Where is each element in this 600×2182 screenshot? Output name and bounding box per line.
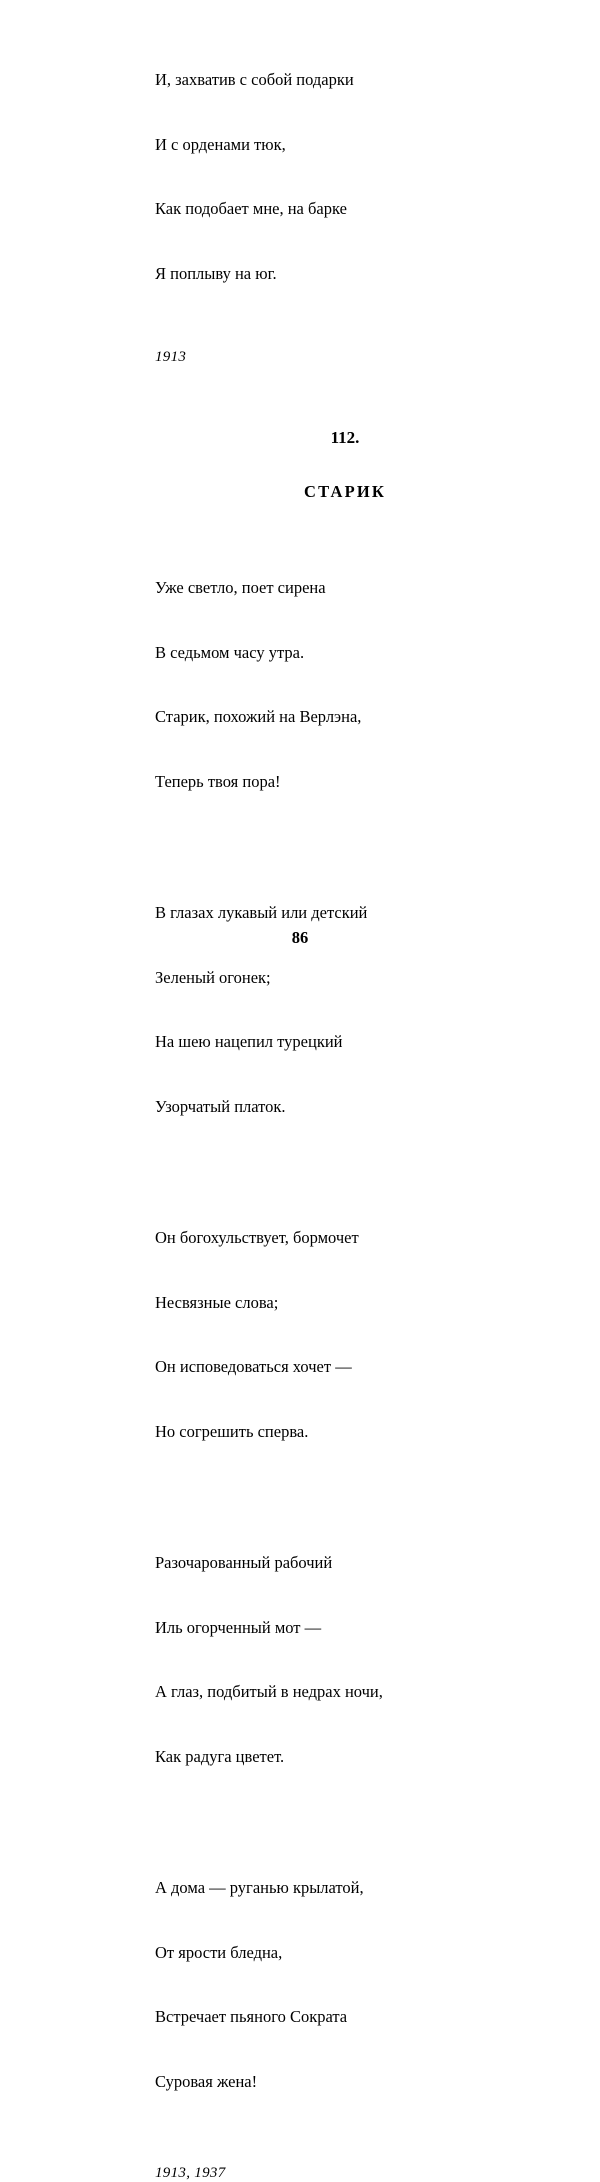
- verse-line: Разочарованный рабочий: [155, 1553, 333, 1572]
- page-number: 86: [291, 928, 309, 947]
- verse-line: А дома — руганью крылатой,: [155, 1878, 364, 1897]
- verse-line: В глазах лукавый или детский: [155, 903, 368, 922]
- verse-line: Иль огорченный мот —: [155, 1617, 322, 1637]
- verse-line: Он богохульствует, бормочет: [155, 1228, 359, 1247]
- verse-line: Как радуга цветет.: [155, 1746, 285, 1766]
- top-poem-date: 1913: [155, 349, 187, 365]
- verse-line: А глаз, подбитый в недрах ночи,: [155, 1682, 383, 1701]
- text-column: [155, 26, 555, 2182]
- poem-stanza: [155, 534, 555, 835]
- verse-line: Как подобает мне, на барке: [155, 199, 347, 218]
- verse-line: И, захватив с собой подарки: [155, 70, 354, 89]
- verse-line: От ярости бледна,: [155, 1942, 283, 1962]
- verse-line: Он исповедоваться хочет —: [155, 1357, 352, 1376]
- verse-line: Я поплыву на юг.: [155, 263, 277, 283]
- verse-line: Несвязные слова;: [155, 1292, 279, 1312]
- verse-line: Встречает пьяного Сократа: [155, 2007, 348, 2026]
- poem-number: 112.: [330, 428, 360, 447]
- poem-stanza: [155, 859, 555, 1160]
- poem-title: СТАРИК: [303, 482, 387, 501]
- verse-line: На шею нацепил турецкий: [155, 1032, 343, 1051]
- poem-date: 1913, 1937: [155, 2165, 226, 2181]
- verse-line: Зеленый огонек;: [155, 967, 271, 987]
- verse-line: Но согрешить сперва.: [155, 1421, 309, 1441]
- verse-line: Узорчатый платок.: [155, 1096, 286, 1116]
- poem-stanza: [155, 1184, 555, 1485]
- verse-line: В седьмом часу утра.: [155, 642, 305, 662]
- verse-line: Теперь твоя пора!: [155, 771, 281, 791]
- poem-stanza: [155, 1509, 555, 1810]
- poem-stanza: [155, 1834, 555, 2135]
- verse-line: Уже светло, поет сирена: [155, 578, 326, 597]
- verse-line: Суровая жена!: [155, 2071, 258, 2091]
- poem-body: [155, 534, 555, 2135]
- verse-line: И с орденами тюк,: [155, 134, 286, 154]
- top-poem-stanza: [155, 26, 555, 327]
- verse-line: Старик, похожий на Верлэна,: [155, 707, 362, 726]
